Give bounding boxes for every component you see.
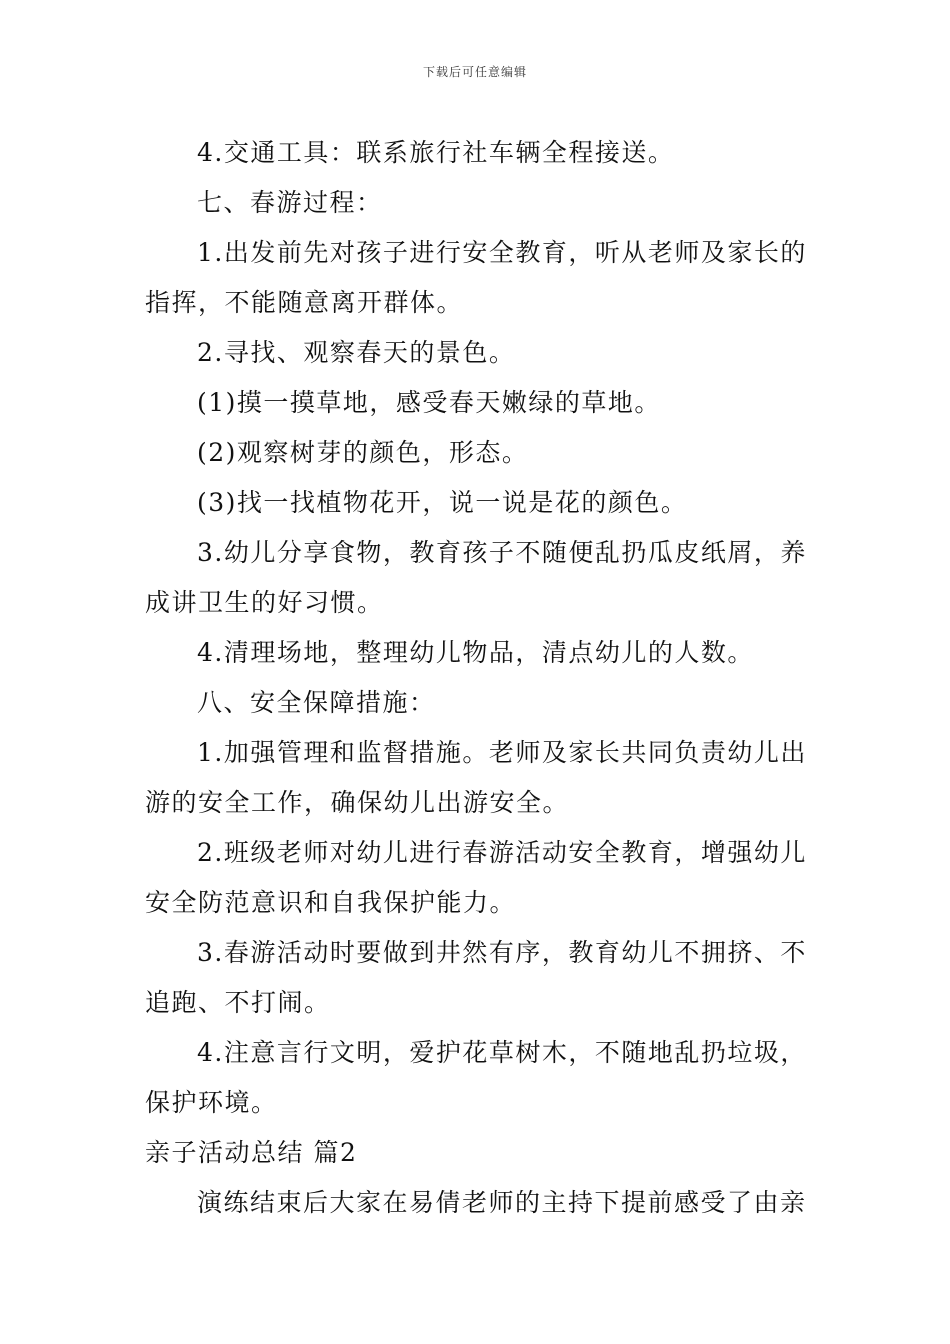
paragraph: 4.清理场地，整理幼儿物品，清点幼儿的人数。 <box>197 638 754 667</box>
section-heading: 七、春游过程： <box>197 188 383 217</box>
paragraph: (2)观察树芽的颜色，形态。 <box>197 438 529 467</box>
paragraph: (1)摸一摸草地，感受春天嫩绿的草地。 <box>197 388 661 417</box>
paragraph: 1.加强管理和监督措施。老师及家长共同负责幼儿出游的安全工作，确保幼儿出游安全。 <box>145 738 807 817</box>
paragraph: 1.出发前先对孩子进行安全教育，听从老师及家长的指挥，不能随意离开群体。 <box>145 238 807 317</box>
paragraph: 2.寻找、观察春天的景色。 <box>197 338 516 367</box>
paragraph: 4.注意言行文明，爱护花草树木，不随地乱扔垃圾，保护环境。 <box>145 1038 807 1117</box>
section-heading: 八、安全保障措施： <box>197 688 436 717</box>
paragraph: 2.班级老师对幼儿进行春游活动安全教育，增强幼儿安全防范意识和自我保护能力。 <box>145 838 807 917</box>
paragraph: 3.春游活动时要做到井然有序，教育幼儿不拥挤、不追跑、不打闹。 <box>145 938 807 1017</box>
paragraph: 4.交通工具：联系旅行社车辆全程接送。 <box>197 138 675 167</box>
page-header-note: 下载后可任意编辑 <box>422 65 527 79</box>
paragraph: 演练结束后大家在易倩老师的主持下提前感受了由亲 <box>197 1188 807 1217</box>
article-section-title: 亲子活动总结 篇2 <box>145 1138 358 1167</box>
document-body <box>145 128 807 1228</box>
paragraph: 3.幼儿分享食物，教育孩子不随便乱扔瓜皮纸屑，养成讲卫生的好习惯。 <box>145 538 807 617</box>
paragraph: (3)找一找植物花开，说一说是花的颜色。 <box>197 488 688 517</box>
